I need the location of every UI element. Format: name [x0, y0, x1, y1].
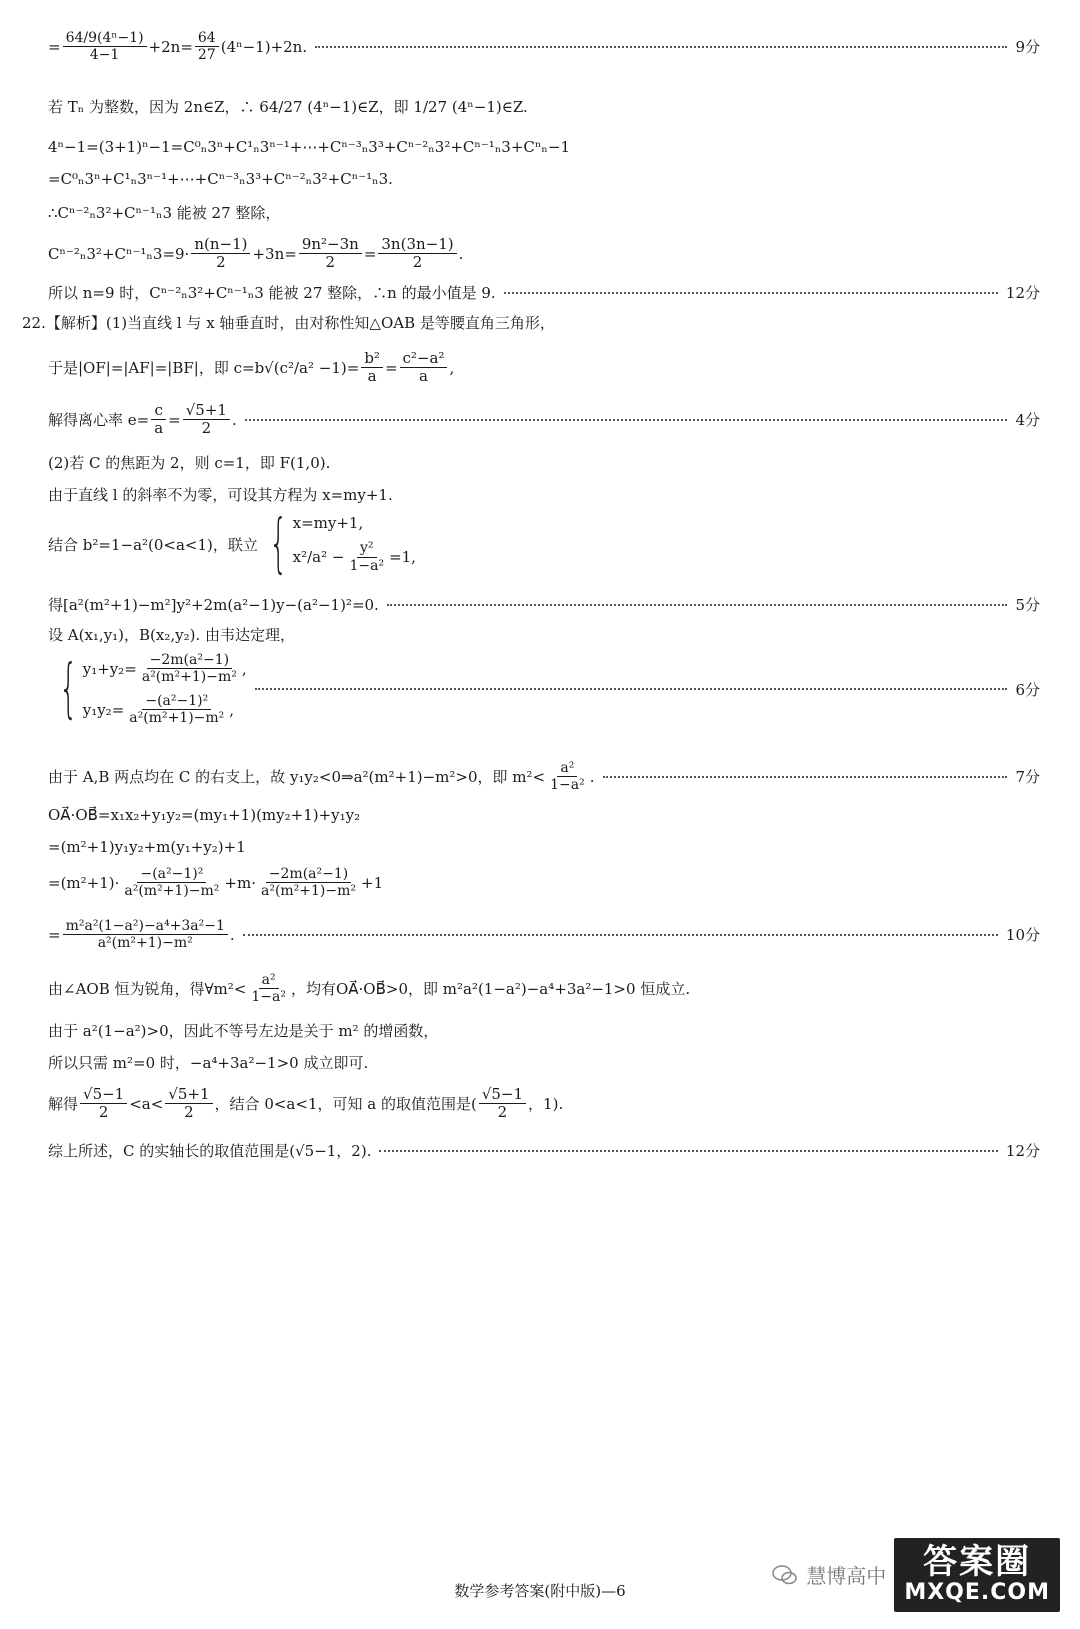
text-line-7: 所以 n=9 时，Cⁿ⁻²ₙ3²+Cⁿ⁻¹ₙ3 能被 27 整除，∴n 的最小值是 9. 12分	[48, 284, 1040, 302]
fraction: $\frac{c}{a}$	[151, 402, 166, 438]
eq-line-21: = $\frac{\text{m²a²(1−a²)−a⁴+3a²−1}}{\text{a²(m²+1)−m²}}$ . 10分	[48, 918, 1040, 952]
vieta-system: { y₁+y₂= $\frac{\text{−2m(a²−1)}}{\text{a²(m²+1)−m²}}$ , y₁y₂= $\frac{\text{−(a²−1)²}}{\text{a²(m²+1)−m²}}$ , 6分	[59, 652, 1040, 727]
fraction: $\frac{√5+1}{2}$	[165, 1086, 212, 1122]
fraction: $\frac{64}{27}$	[195, 30, 219, 63]
score-label: 7分	[1015, 768, 1040, 787]
fraction: $\frac{\text{9n²−3n}}{2}$	[299, 236, 362, 272]
score-label: 6分	[1015, 680, 1040, 699]
fraction: $\frac{n(n-1)}{2}$	[191, 236, 250, 272]
left-brace: {	[269, 507, 288, 581]
eq-line-17: 由于 A,B 两点均在 C 的右支上，故 y₁y₂<0⇒a²(m²+1)−m²>0，即 m²< $\frac{\text{a²}}{\text{1−a²}}$ . 7分	[48, 760, 1040, 794]
left-brace: {	[59, 652, 78, 727]
fraction: $\frac{\text{c²−a²}}{a}$	[400, 350, 448, 386]
fraction: $\frac{√5+1}{2}$	[183, 402, 230, 438]
leader-dots	[603, 776, 1008, 778]
text-line-26: 综上所述，C 的实轴长的取值范围是(√5−1，2). 12分	[48, 1142, 1040, 1160]
site-logo: 答案圈 MXQE.COM	[894, 1538, 1060, 1612]
fraction: $\frac{\text{a²}}{\text{1−a²}}$	[550, 760, 585, 794]
eq-line-9: 于是|OF|=|AF|=|BF|，即 c=b√(c²/a² −1)= $\frac{\text{b²}}{a}$ = $\frac{\text{c²−a²}}{a}$ ,	[48, 349, 455, 386]
fraction: $\frac{\text{−(a²−1)²}}{\text{a²(m²+1)−m²}}$	[124, 866, 220, 900]
text-line-14: 得[a²(m²+1)−m²]y²+2m(a²−1)y−(a²−1)²=0. 5分	[48, 596, 1040, 614]
text-line-4: =C⁰ₙ3ⁿ+C¹ₙ3ⁿ⁻¹+⋯+Cⁿ⁻³ₙ3³+Cⁿ⁻²ₙ3²+Cⁿ⁻¹ₙ3.	[48, 170, 393, 188]
score-label: 4分	[1015, 411, 1040, 430]
score-label: 12分	[1005, 284, 1040, 302]
text-line-2: 若 Tₙ 为整数，因为 2n∈Z，∴ 64/27 (4ⁿ−1)∈Z，即 1/27 (4ⁿ−1)∈Z.	[48, 98, 528, 116]
score-label: 12分	[1005, 1142, 1040, 1160]
score-label: 5分	[1015, 596, 1040, 614]
fraction: $\frac{\text{−2m(a²−1)}}{\text{a²(m²+1)−m²}}$	[260, 866, 357, 900]
leader-dots	[245, 419, 1008, 421]
fraction: $\frac{\text{b²}}{a}$	[361, 350, 383, 386]
text-line-18: OA⃗·OB⃗=x₁x₂+y₁y₂=(my₁+1)(my₂+1)+y₁y₂	[48, 806, 361, 824]
text-line-23: 由于 a²(1−a²)>0，因此不等号左边是关于 m² 的增函数，	[48, 1022, 439, 1040]
leader-dots	[315, 46, 1007, 48]
eq-line-1: = $\frac{\text{64/9(4ⁿ−1)}}{4-1}$ +2n= $\frac{64}{27}$ (4ⁿ−1)+2n. 9分	[48, 30, 1040, 64]
text-line-11: (2)若 C 的焦距为 2，则 c=1，即 F(1,0).	[48, 454, 331, 472]
text-line-24: 所以只需 m²=0 时，−a⁴+3a²−1>0 成立即可.	[48, 1054, 369, 1072]
fraction: $\frac{3n(3n-1)}{2}$	[378, 236, 456, 272]
fraction: $\frac{\text{−2m(a²−1)}}{\text{a²(m²+1)−m²}}$	[141, 652, 237, 686]
leader-dots	[379, 1150, 997, 1152]
leader-dots	[504, 292, 998, 294]
fraction: $\frac{√5-1}{2}$	[80, 1086, 127, 1122]
eq-system-13: 结合 b²=1−a²(0<a<1)，联立 { x=my+1, x²/a² − $\frac{\text{y²}}{\text{1−a²}}$ =1,	[48, 507, 416, 581]
eq-line-6: Cⁿ⁻²ₙ3²+Cⁿ⁻¹ₙ3=9· $\frac{n(n-1)}{2}$ +3n= $\frac{\text{9n²−3n}}{2}$ = $\frac{3n(3n-1)}{2}$ .	[48, 235, 464, 272]
text-line-19: =(m²+1)y₁y₂+m(y₁+y₂)+1	[48, 838, 246, 856]
fraction: $\frac{\text{64/9(4ⁿ−1)}}{4-1}$	[63, 30, 147, 63]
fraction: $\frac{\text{a²}}{\text{1−a²}}$	[251, 972, 286, 1006]
text-line-15: 设 A(x₁,y₁)，B(x₂,y₂). 由韦达定理，	[48, 626, 296, 644]
text-line-5: ∴Cⁿ⁻²ₙ3²+Cⁿ⁻¹ₙ3 能被 27 整除，	[48, 204, 281, 222]
eq-line-25: 解得 $\frac{√5-1}{2}$ <a< $\frac{√5+1}{2}$ ，结合 0<a<1，可知 a 的取值范围是( $\frac{√5-1}{2}$ ，1).	[48, 1085, 564, 1122]
eq-line-10: 解得离心率 e= $\frac{c}{a}$ = $\frac{√5+1}{2}$ . 4分	[48, 401, 1040, 438]
page-footer: 数学参考答案(附中版)—6	[454, 1582, 626, 1600]
fraction: $\frac{\text{−(a²−1)²}}{\text{a²(m²+1)−m²}}$	[129, 693, 225, 727]
text-line-12: 由于直线 l 的斜率不为零，可设其方程为 x=my+1.	[48, 486, 393, 504]
eq-line-22: 由∠AOB 恒为锐角，得∀m²< $\frac{\text{a²}}{\text{1−a²}}$ ，均有OA⃗·OB⃗>0，即 m²a²(1−a²)−a⁴+3a²−1>0 恒成立.	[48, 972, 691, 1006]
text-line-3: 4ⁿ−1=(3+1)ⁿ−1=C⁰ₙ3ⁿ+C¹ₙ3ⁿ⁻¹+⋯+Cⁿ⁻³ₙ3³+Cⁿ⁻²ₙ3²+Cⁿ⁻¹ₙ3+Cⁿₙ−1	[48, 138, 570, 156]
score-label: 9分	[1015, 38, 1040, 57]
problem-22-heading: 22.【解析】(1)当直线 l 与 x 轴垂直时，由对称性知△OAB 是等腰直角三角形，	[22, 314, 555, 332]
leader-dots	[255, 688, 1008, 690]
fraction: $\frac{\text{y²}}{\text{1−a²}}$	[349, 540, 385, 574]
watermark-account: 慧博高中	[806, 1564, 887, 1589]
eq-line-20: =(m²+1)· $\frac{\text{−(a²−1)²}}{\text{a²(m²+1)−m²}}$ +m· $\frac{\text{−2m(a²−1)}}{\text{a²(m²+1)−m²}}$ +1	[48, 866, 384, 900]
leader-dots	[387, 604, 1008, 606]
fraction: $\frac{\text{m²a²(1−a²)−a⁴+3a²−1}}{\text{a²(m²+1)−m²}}$	[63, 918, 228, 951]
leader-dots	[243, 934, 998, 936]
fraction: $\frac{√5-1}{2}$	[479, 1086, 526, 1122]
score-label: 10分	[1005, 926, 1040, 945]
